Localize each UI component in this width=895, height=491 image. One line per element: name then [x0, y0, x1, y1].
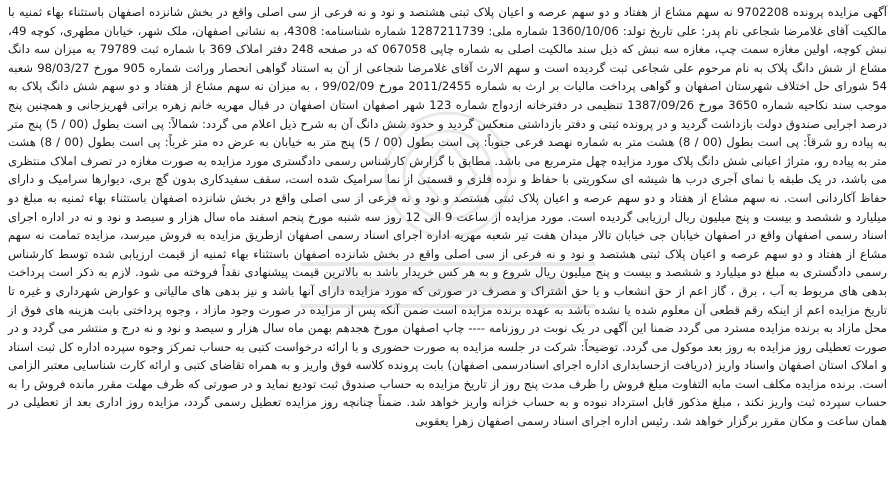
notice-body: آگهی مزایده پرونده 9702208 نه سهم مشاع از هفتاد و دو سهم عرصه و اعیان پلاک ثبتی هشتصد و نود و نه فرعی از سی اصلی واقع در بخش شانزده اصفهان باستثناء بهاء ثمنیه با مالکیت آقای غلامرضا شجاعی نام پدر: علی تاریخ تولد: 1360/10/06 شماره ملی: 1287211739 شماره شناسنامه: 4308، به نشانی اصفهان، ملک شهر، خیابان مطهری، کوچه 49، نبش کوچه، اولین مغازه سمت چپ، مغازه سه نبش که ذیل سند مالکیت اصلی به شماره چاپی 067058 که در صفحه 248 دفتر املاک 369 با شماره ثبت 79789 به میزان سه دانگ مشاع از شش دانگ پلاک به نام مرحوم علی شجاعی ثبت گردیده است و سهم الارث آقای غلامرضا شجاعی از آن به استناد گواهی انحصار وراثت شماره 905 مورخ 98/03/27 شعبه 54 شورای حل اختلاف شهرستان اصفهان و گواهی پرداخت مالیات بر ارث به شماره 2011/2455 مورخ 99/02/09 ، به میزان نه سهم مشاع از هفتاد و دو سهم شش دانگ پلاک به موجب سند نکاحیه شماره 3650 مورخ 1387/09/26 تنظیمی در دفترخانه ازدواج شماره 123 شهر اصفهان استان اصفهان در قبال مهریه خانم زهره براتی قهریزجانی و همچنین پنج درصد اجرایی صندوق دولت بازداشت گردید و در پرونده ثبتی و دفتر بازداشتی منعکس گردید و حدود شش دانگ آن به شرح ذیل اعلام می گردد: شمالاً: پی است بطول (00 / 5) پنج متر به پیاده رو شرقاً: پی است بطول (00 / 8) هشت متر به شماره نهصد فرعی جنوباً: پی است بطول (00 / 5) پنج متر به خیابان به عرض ده متر غرباً: پی است بطول (00 / 8) هشت متر به پیاده رو، متراژ اعیانی شش دانگ پلاک مورد مزایده چهل مترمربع می باشد. مطابق با گزارش کارشناس رسمی دادگستری مورد مزایده به صورت مغازه در تصرف املاک منتظری می باشد، در یک طبقه با نمای آجری درب ها شیشه ای سکوریتی با حفاظ و نرده فلزی و قسمتی از نما سرامیک شده است، سقف سفیدکاری بدون گچ بری، دیوارها سرامیک و دارای حفاظ آکاردانی است. نه سهم مشاع از هفتاد و دو سهم عرصه و اعیان پلاک ثبتی هشتصد و نود و نه فرعی از سی اصلی واقع در بخش شانزده اصفهان باستثناء بهاء ثمنیه به مبلغ دو میلیارد و ششصد و بیست و پنج میلیون ریال ارزیابی گردیده است. مورد مزایده از ساعت 9 الی 12 روز سه شنبه مورخ پنجم اسفند ماه سال هزار و سیصد و نود و نه در اداره اجرای اسناد رسمی اصفهان واقع در اصفهان خیابان جی خیابان تالار میدان هفت تیر شعبه مهریه اداره اجرای اسناد رسمی اصفهان ازطریق مزایده به فروش میرسد، مزایده تمامت نه سهم مشاع از هفتاد و دو سهم عرصه و اعیان پلاک ثبتی هشتصد و نود و نه فرعی از سی اصلی واقع در بخش شانزده اصفهان باستثناء بهاء ثمنیه از قیمت ارزیابی شده توسط کارشناس رسمی دادگستری به مبلغ دو میلیارد و ششصد و بیست و پنج میلیون ریال شروع و به هر کس خریدار باشد به بالاترین قیمت پیشنهادی نقداً فروخته می شود. لازم به ذکر است پرداخت بدهی های مربوط به آب ، برق ، گاز اعم از حق انشعاب و یا حق اشتراک و مصرف در صورتی که مورد مزایده دارای آنها باشد و نیز بدهی های مالیاتی و عوارض شهرداری و غیره تا تاریخ مزایده اعم از اینکه رقم قطعی آن معلوم شده یا نشده باشد به عهده برنده مزایده است ضمن آنکه پس از مزایده در صورت وجود مازاد ، وجوه پرداختی بابت هزینه های فوق از محل مازاد به برنده مزایده مسترد می گردد ضمنا این آگهی در یک نوبت در روزنامه ---- چاپ اصفهان مورخ هجدهم بهمن ماه سال هزار و سیصد و نود و نه درج و منتشر می گردد و در صورت تعطیلی روز مزایده به روز بعد موکول می گردد. توضیحاً: شرکت در جلسه مزایده به صورت حضوری و با ارائه درخواست کتبی به حساب تمرکز وجوه سپرده اداره کل ثبت اسناد و املاک استان اصفهان واسناد واریز (دریافت ازحسابداری اداره اجرای اسنادرسمی اصفهان) بابت پرونده کلاسه فوق واریز و به همراه تقاضای کتبی و ارائه کارت شناسایی معتبر الزامی است. برنده مزایده مکلف است مابه التفاوت مبلغ فروش را ظرف مدت پنج روز از تاریخ مزایده به حساب صندوق ثبت تودیع نماید و در صورتی که ظرف مهلت مقرر مانده فروش را به حساب سپرده ثبت واریز نکند ، مبلغ مذکور قابل استرداد نبوده و به حساب خزانه واریز خواهد شد. ضمناً چنانچه روز مزایده تعطیل رسمی گردد، مزایده روز اداری بعد از تعطیلی در همان ساعت و مکان مقرر برگزار خواهد شد. رئیس اداره اجرای اسناد رسمی اصفهان زهرا یعقوبی — [8, 5, 888, 429]
